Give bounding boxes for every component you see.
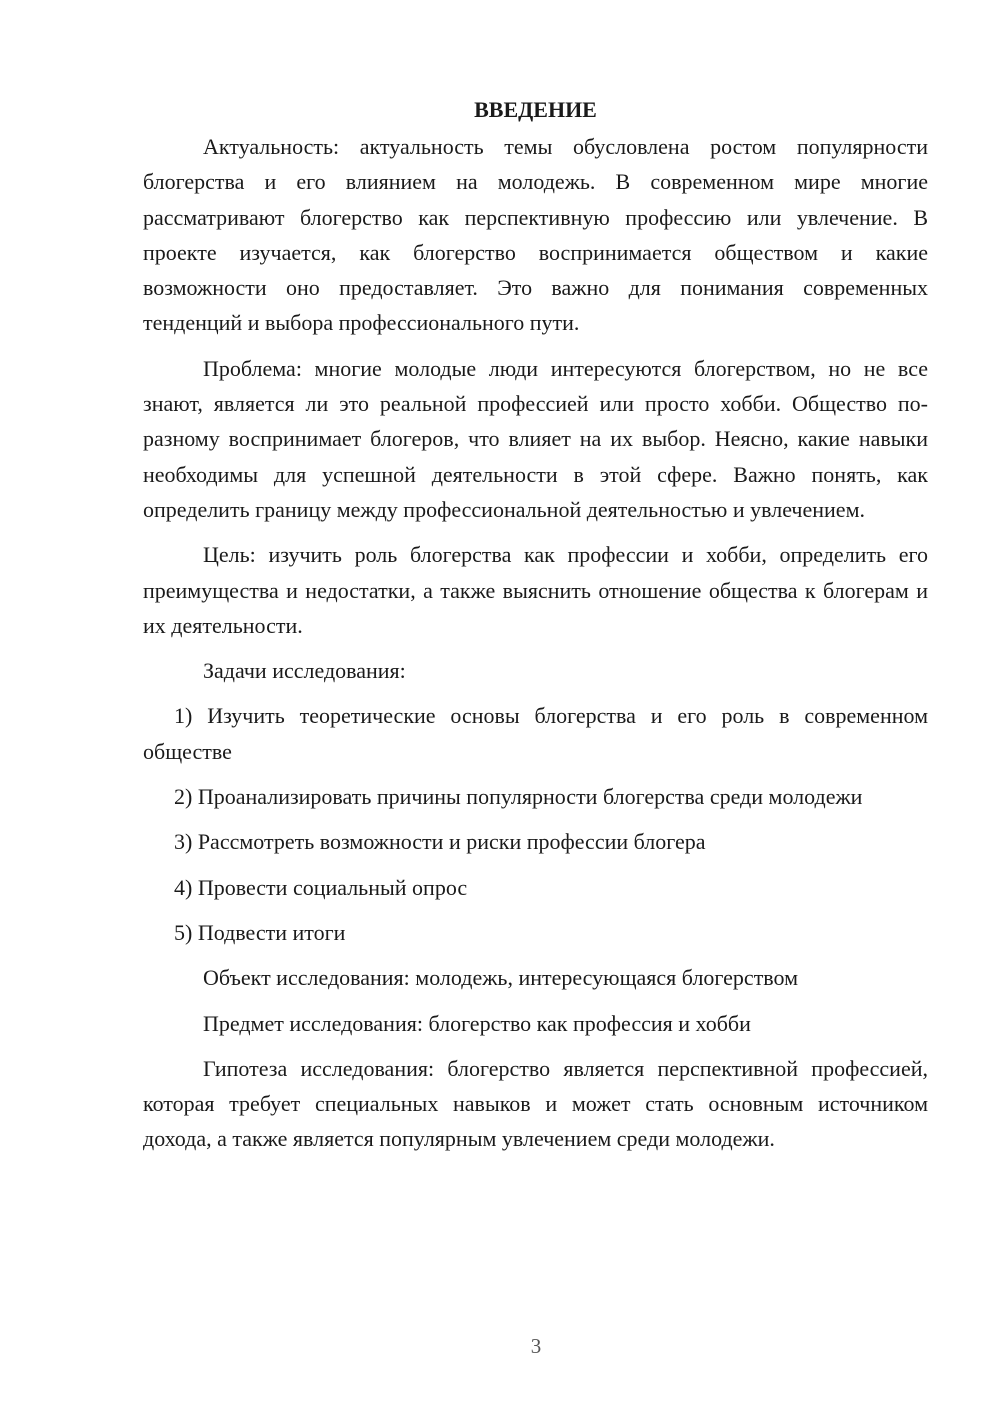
paragraph-hypothesis: Гипотеза исследования: блогерство является перспективной профессией, которая требует специальных навыков и может стать основным источником дохода, а также является популярным увлечением среди молодежи.	[143, 1055, 928, 1152]
paragraph-object: Объект исследования: молодежь, интересующаяся блогерством	[203, 965, 799, 991]
section-heading: ВВЕДЕНИЕ	[474, 97, 597, 122]
paragraph-subject: Предмет исследования: блогерство как профессия и хобби	[203, 1010, 751, 1036]
list-item-task-2: 2) Проанализировать причины популярности блогерства среди молодежи	[174, 784, 863, 810]
list-item-task-1: 1) Изучить теоретические основы блогерства и его роль в современном обществе	[143, 703, 928, 764]
paragraph-problem: Проблема: многие молодые люди интересуются блогерством, но не все знают, является ли это реальной профессией или просто хобби. Общество по-разному воспринимает блогеров, что влияет на их выбор. Неясно, какие навыки необходимы для успешной деятельности в этой сфере. Важно понять, как определить границу между профессиональной деятельностью и увлечением.	[143, 355, 928, 522]
tasks-title: Задачи исследования:	[203, 658, 406, 684]
page-number: 3	[530, 1334, 542, 1358]
list-item-task-5: 5) Подвести итоги	[174, 919, 346, 945]
document-page	[143, 92, 928, 1167]
tasks-list	[143, 698, 928, 950]
paragraph-goal: Цель: изучить роль блогерства как профессии и хобби, определить его преимущества и недостатки, а также выяснить отношение общества к блогерам и их деятельности.	[143, 542, 928, 638]
paragraph-relevance: Актуальность: актуальность темы обусловлена ростом популярности блогерства и его влиянием на молодежь. В современном мире многие рассматривают блогерство как перспективную профессию или увлечение. В проекте изучается, как блогерство воспринимается обществом и какие возможности оно предоставляет. Это важно для понимания современных тенденций и выбора профессионального пути.	[143, 134, 928, 336]
list-item-task-4: 4) Провести социальный опрос	[174, 874, 468, 900]
list-item-task-3: 3) Рассмотреть возможности и риски профессии блогера	[174, 829, 706, 855]
